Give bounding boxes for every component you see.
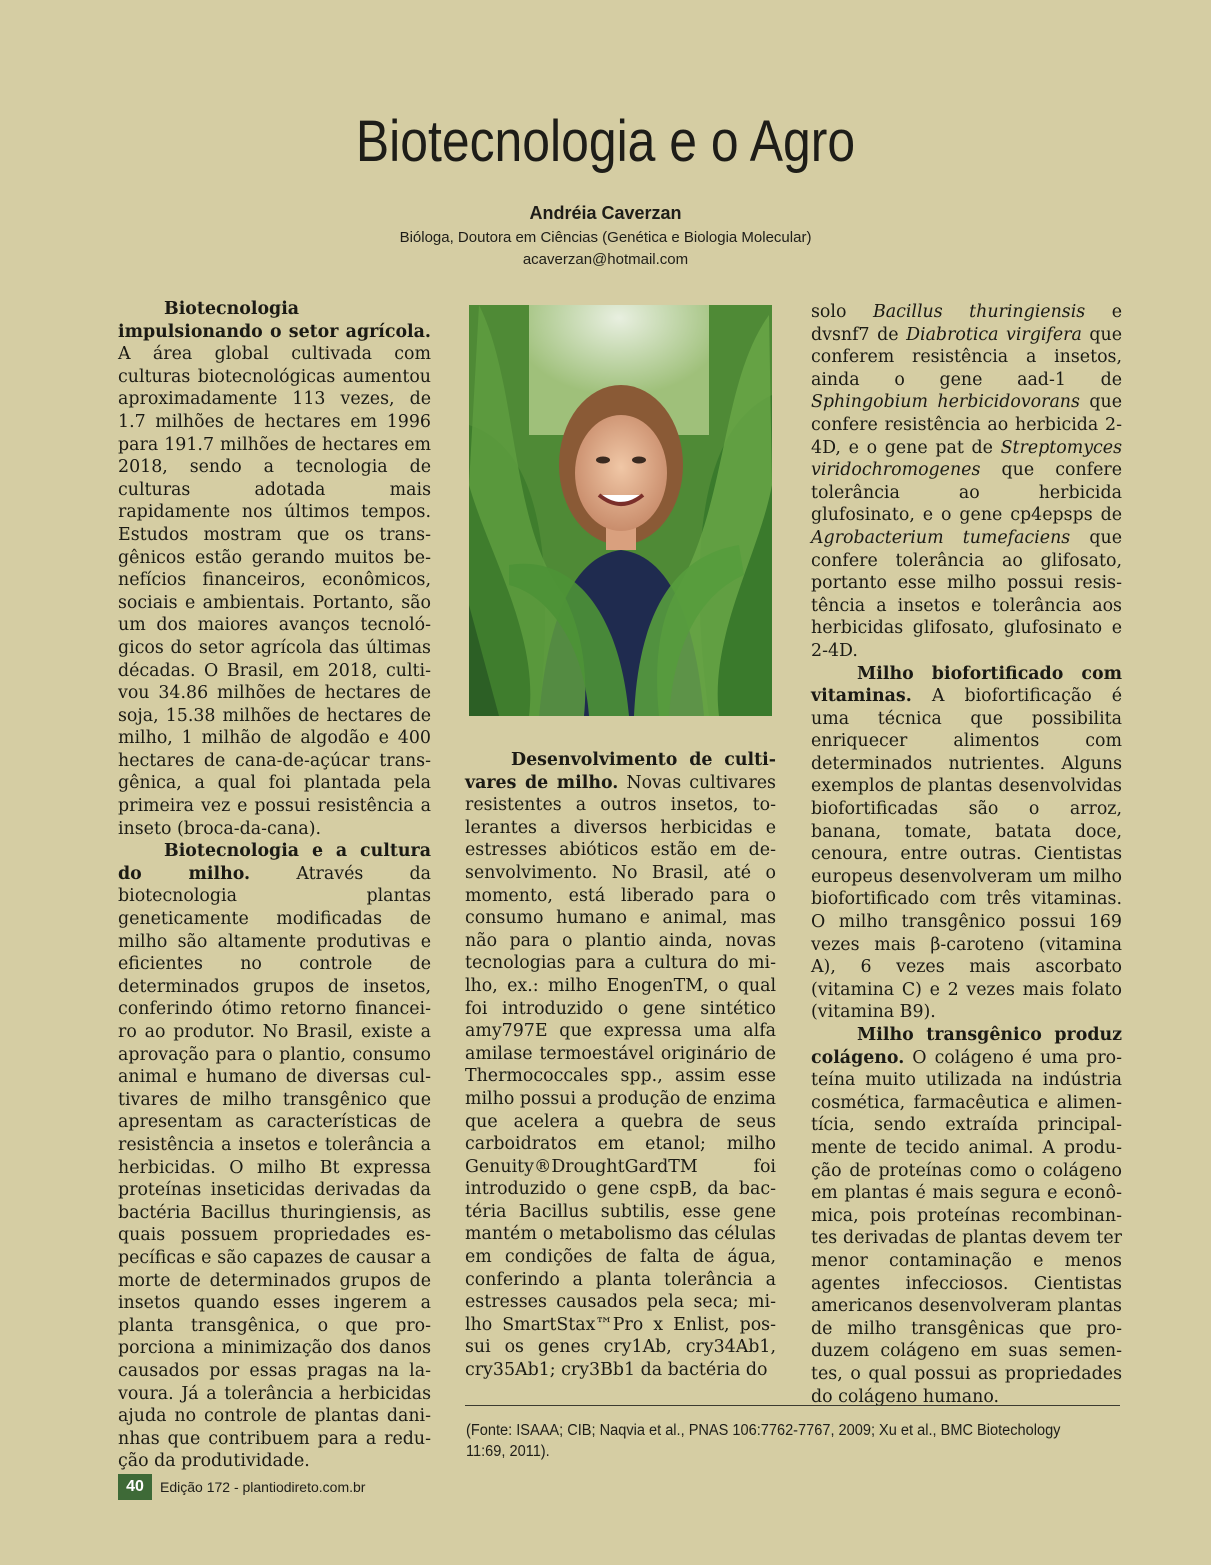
author-photo <box>469 305 772 716</box>
column-2 <box>465 749 776 1382</box>
author-name: Andréia Caverzan <box>529 203 682 223</box>
column-1 <box>118 298 431 1473</box>
species-name: Sphingobium herbicidovorans <box>811 392 1080 413</box>
paragraph-agri-biotech <box>118 298 431 840</box>
paragraph-text: A biofortificação é uma técnica que possibilita enriquecer alimentos com determinados nutrientes. Alguns exemplos de plantas desenvolvidas biofortificadas são o arroz, banana, tomate, batata doce, cenoura, entre outras. Cientistas europeus desenvolveram um milho biofortificado com três vitaminas. O milho transgênico possui 169 vezes mais β-caroteno (vitamina A), 6 vezes mais ascorbato (vitamina C) e 2 vezes mais folato (vitamina B9). <box>811 686 1122 1023</box>
section-heading: Milho biofortificado com vitaminas. <box>811 663 1122 707</box>
author-credentials: Bióloga, Doutora em Ciências (Genética e Biologia Molecular) <box>399 229 812 246</box>
species-name: Agrobacterium tumefaciens <box>811 527 1071 548</box>
column-3 <box>811 301 1122 1408</box>
source-citation: (Fonte: ISAAA; CIB; Naqvia et al., PNAS 106:7762-7767, 2009; Xu et al., BMC Biotechology 11:69, 2011). <box>466 1422 1061 1460</box>
paragraph-text: Novas cultivares resistentes a outros insetos, tolerantes a diversos herbicidas e estresses abióticos estão em desenvolvimento. No Brasil, até o momento, está liberado para o consumo humano e animal, mas não para o plantio ainda, novas tecnologias para a cultura do milho, ex.: milho EnogenTM, o qual foi introduzido o gene sintético amy797E que expressa uma alfa amilase termoestável originário de Thermococcales spp., assim esse milho possui a produção de enzima que acelera a quebra de seus carboidratos em etanol; milho Genuity®DroughtGardTM foi introduzido o gene cspB, da bactéria Bacillus subtilis, esse gene mantém o metabolismo das células em condições de falta de água, conferindo a planta tolerância a estresses causados pela seca; milho SmartStax™Pro x Enlist, possui os genes cry1Ab, cry34Ab1, cry35Ab1; cry3Bb1 da bactéria do <box>465 772 776 1381</box>
paragraph-collagen <box>811 1024 1122 1408</box>
section-heading: Biotecnologia e a cultura do milho. <box>118 841 431 884</box>
text-run: e dvsnf7 de <box>811 302 1122 345</box>
page-number: 40 <box>118 1474 152 1500</box>
text-run: solo <box>811 302 873 322</box>
footer-edition: Edição 172 - plantiodireto.com.br <box>160 1479 366 1495</box>
species-name: Streptomyces viridochromogenes <box>811 437 1122 481</box>
species-name: Diabrotica virgifera <box>906 324 1082 345</box>
paragraph-cultivars-continued <box>811 301 1122 663</box>
section-heading: Biotecnologia impulsionando o setor agrícola. <box>118 299 431 342</box>
paragraph-text: Através da biotecnologia plantas geneticamente modificadas de milho são altamente produtivas e eficientes no controle de determinados grupos de insetos, conferindo ótimo retorno financeiro ao produtor. No Brasil, existe a aprovação para o plantio, consumo animal e humano de diversas cultivares de milho transgênico que apresentam as características de resistência a insetos e tolerância a herbicidas. O milho Bt expressa proteínas inseticidas derivadas da bactéria Bacillus thuringiensis, as quais possuem propriedades específicas e são capazes de causar a morte de determinados grupos de insetos quando esses ingerem a planta transgênica, o que proporciona a minimização dos danos causados por essas pragas na lavoura. Já a tolerância a herbicidas ajuda no controle de plantas daninhas que contribuem para a redução da produtividade. <box>118 863 431 1472</box>
text-run: que confere tolerância ao glifosato, portanto esse milho possui resistência a insetos e tolerância aos herbicidas glifosato, glufosinato e 2-4D. <box>811 527 1122 661</box>
text-run: que confere tolerância ao herbicida glufosinato, e o gene cp4epsps de <box>811 460 1122 526</box>
species-name: Bacillus thuringiensis <box>872 302 1086 322</box>
text-run: que confere resistência ao herbicida 2-4D, e o gene pat de <box>811 392 1122 458</box>
paragraph-text: O colágeno é uma proteína muito utilizada na indústria cosmética, farmacêutica e alimentícia, sendo extraída principalmente de tecido animal. A produção de proteínas como o colágeno em plantas é mais segura e econômica, pois proteínas recombinantes derivadas de plantas devem ter menor contaminação e menos agentes infecciosos. Cientistas americanos desenvolveram plantas de milho transgênicas que produzem colágeno em suas sementes, o qual possui as propriedades do colágeno humano. <box>811 1047 1122 1407</box>
source-divider <box>465 1405 1120 1406</box>
paragraph-corn-biotech <box>118 840 431 1473</box>
section-heading: Desenvolvimento de cultivares de milho. <box>465 750 776 793</box>
paragraph-cultivars <box>465 749 776 1382</box>
paragraph-text: A área global cultivada com culturas biotecnológicas aumentou aproximadamente 113 vezes, de 1.7 milhões de hectares em 1996 para 191.7 milhões de hectares em 2018, sendo a tecnologia de culturas adotada mais rapidamente nos últimos tempos. Estudos mostram que os transgênicos estão gerando muitos benefícios financeiros, econômicos, sociais e ambientais. Portanto, são um dos maiores avanços tecnológicos do setor agrícola das últimas décadas. O Brasil, em 2018, cultivou 34.86 milhões de hectares de soja, 15.38 milhões de hectares de milho, 1 milhão de algodão e 400 hectares de cana-de-açúcar transgênica, a qual foi plantada pela primeira vez e possui resistência a inseto (broca-da-cana). <box>118 344 431 839</box>
section-heading: Milho transgênico produz colágeno. <box>811 1025 1122 1068</box>
paragraph-biofortified <box>811 663 1122 1025</box>
author-email[interactable]: acaverzan@hotmail.com <box>522 251 689 268</box>
text-run: que conferem resistência a insetos, ainda o gene aad-1 de <box>811 324 1122 390</box>
author-portrait-in-cornfield-icon <box>469 305 772 716</box>
article-title: Biotecnologia e o Agro <box>355 109 856 174</box>
